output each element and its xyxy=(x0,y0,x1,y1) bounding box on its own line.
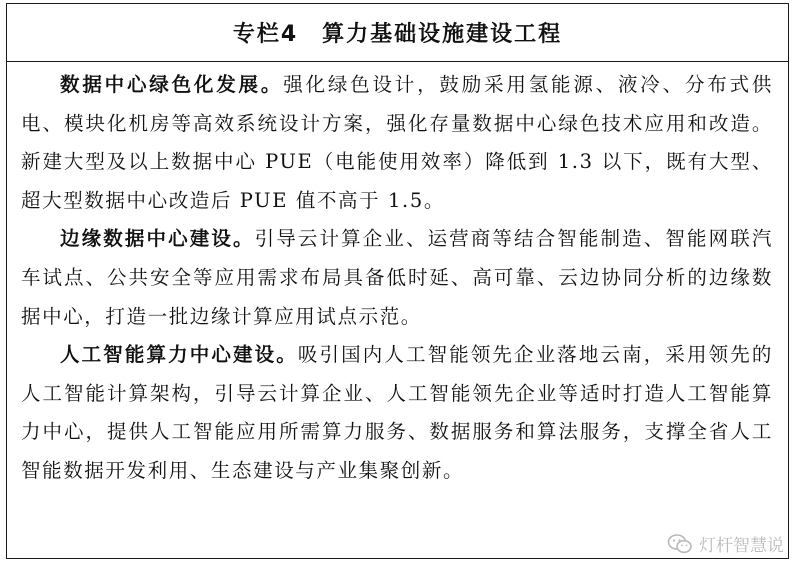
box-title xyxy=(7,4,788,62)
box-title-text: 算力基础设施建设工程 xyxy=(322,22,563,47)
paragraph-body: 强化绿色设计，鼓励采用氢能源、液冷、分布式供电、模块化机房等高效系统设计方案，强化存量数据中心绿色技术应用和改造。新建大型及以上数据中心 PUE（电能使用效率）降低到 1.3 以下，既有大型、超大型数据中心改造后 PUE 值不高于 1.5。 xyxy=(21,73,773,212)
paragraph-body: 引导云计算企业、运营商等结合智能制造、智能网联汽车试点、公共安全等应用需求布局具备低时延、高可靠、云边协同分析的边缘数据中心，打造一批边缘计算应用试点示范。 xyxy=(21,227,773,328)
wechat-icon xyxy=(667,533,693,555)
paragraph-ai-compute-center xyxy=(21,336,773,490)
paragraph-lead: 数据中心绿色化发展。 xyxy=(60,73,284,96)
box-content xyxy=(21,66,773,491)
box-title-label: 专栏4 xyxy=(232,22,299,47)
paragraph-lead: 边缘数据中心建设。 xyxy=(60,227,255,251)
paragraph-lead: 人工智能算力中心建设。 xyxy=(60,343,298,367)
paragraph-green-datacenter xyxy=(21,66,773,220)
watermark-text: 灯杆智慧说 xyxy=(699,536,784,556)
feature-box xyxy=(6,3,789,559)
paragraph-body: 吸引国内人工智能领先企业落地云南，采用领先的人工智能计算架构，引导云计算企业、人工智能领先企业等适时打造人工智能算力中心，提供人工智能应用所需算力服务、数据服务和算法服务，支撑全省人工智能数据开发利用、生态建设与产业集聚创新。 xyxy=(21,343,773,482)
watermark xyxy=(665,531,786,556)
paragraph-edge-datacenter xyxy=(21,220,773,336)
